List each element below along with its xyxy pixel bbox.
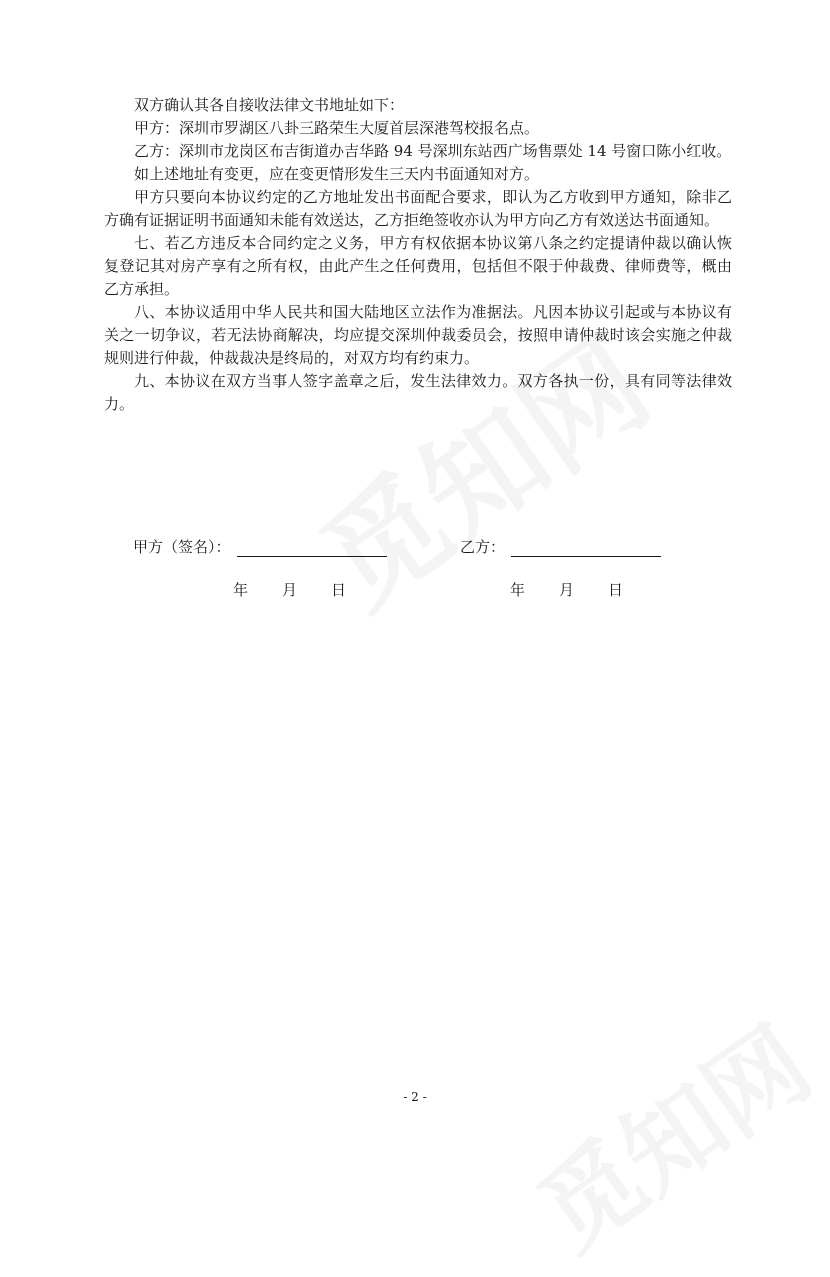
party-a-date-day: 日 <box>331 581 347 599</box>
party-a-date-month: 月 <box>282 581 298 599</box>
party-b-date-year: 年 <box>510 581 526 599</box>
paragraph-address-change: 如上述地址有变更，应在变更情形发生三天内书面通知对方。 <box>134 165 540 183</box>
paragraph-notice-delivery: 甲方只要向本协议约定的乙方地址发出书面配合要求，即认为乙方收到甲方通知，除非乙方确有证据证明书面通知未能有效送达，乙方拒绝签收亦认为甲方向乙方有效送达书面通知。 <box>104 188 732 229</box>
party-a-date-year: 年 <box>233 581 249 599</box>
paragraph-clause-8: 八、本协议适用中华人民共和国大陆地区立法作为准据法。凡因本协议引起或与本协议有关之一切争议，若无法协商解决，均应提交深圳仲裁委员会，按照申请仲裁时该会实施之仲裁规则进行仲裁，仲裁裁决是终局的，对双方均有约束力。 <box>104 303 732 367</box>
paragraph-clause-9: 九、本协议在双方当事人签字盖章之后，发生法律效力。双方各执一份，具有同等法律效力。 <box>104 372 732 413</box>
party-a-date <box>233 579 346 600</box>
watermark-bottom <box>506 987 830 1277</box>
document-body <box>104 94 732 416</box>
paragraph-party-a-address: 甲方：深圳市罗湖区八卦三路荣生大厦首层深港驾校报名点。 <box>134 119 540 137</box>
party-b-date-day: 日 <box>608 581 624 599</box>
party-a-signature-line <box>237 538 387 557</box>
page-number: - 2 - <box>403 1090 427 1104</box>
party-a-signature <box>133 536 387 557</box>
party-b-signature <box>460 536 661 557</box>
party-b-date-month: 月 <box>559 581 575 599</box>
party-b-signature-label: 乙方： <box>460 538 506 556</box>
signature-row <box>0 536 830 560</box>
party-b-date <box>510 579 623 600</box>
party-b-signature-line <box>511 538 661 557</box>
paragraph-party-b-address: 乙方：深圳市龙岗区布吉街道办吉华路 94 号深圳东站西广场售票处 14 号窗口陈小红收。 <box>134 142 732 160</box>
paragraph-address-intro: 双方确认其各自接收法律文书地址如下： <box>134 96 405 114</box>
paragraph-clause-7: 七、若乙方违反本合同约定之义务，甲方有权依据本协议第八条之约定提请仲裁以确认恢复登记其对房产享有之所有权，由此产生之任何费用，包括但不限于仲裁费、律师费等，概由乙方承担。 <box>104 234 732 298</box>
party-a-signature-label: 甲方（签名）： <box>133 538 231 556</box>
